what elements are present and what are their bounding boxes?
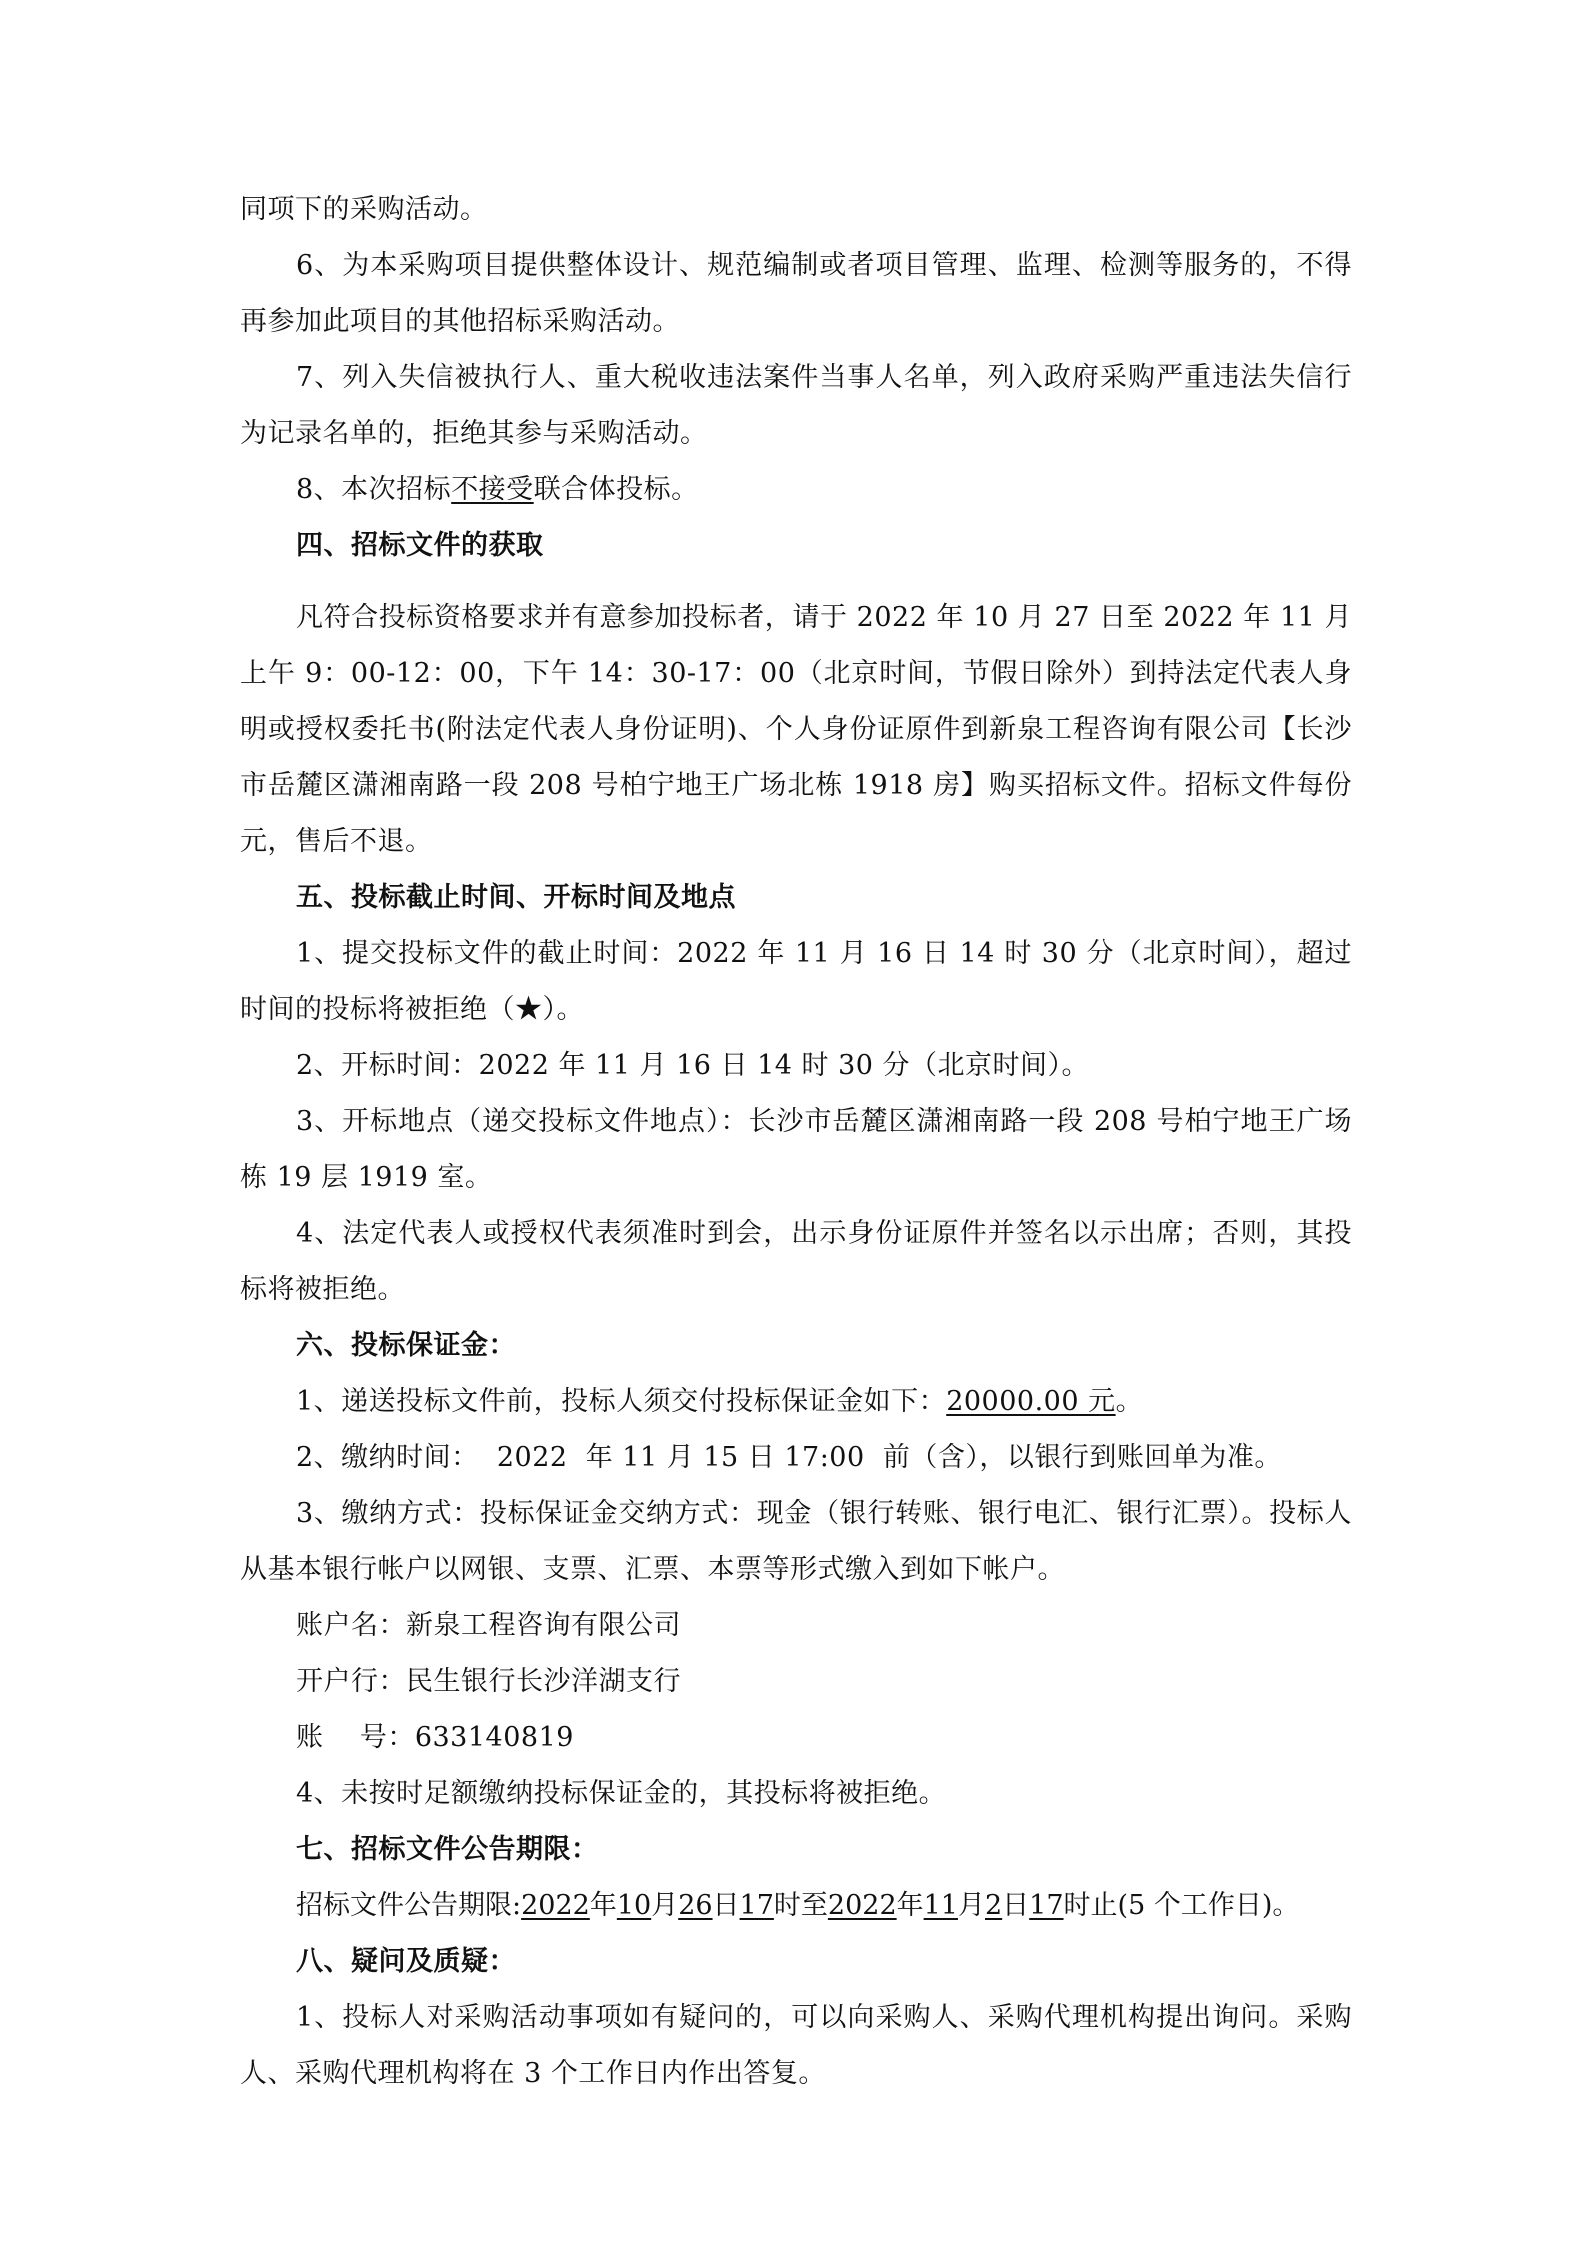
paragraph-line: 2、开标时间：2022 年 11 月 16 日 14 时 30 分（北京时间）。	[296, 1050, 1090, 1081]
text-run: 日	[1002, 1890, 1030, 1921]
section-heading: 五、投标截止时间、开标时间及地点	[296, 882, 736, 913]
underlined-text: 不接受	[451, 474, 534, 505]
text-run: 月	[651, 1890, 679, 1921]
paragraph-line: 凡符合投标资格要求并有意参加投标者，请于 2022 年 10 月 27 日至 2022 年 11 月	[296, 602, 1352, 633]
account-number: 账 号：633140819	[296, 1722, 574, 1753]
paragraph-line: 人、采购代理机构将在 3 个工作日内作出答复。	[240, 2058, 826, 2089]
paragraph-line: 明或授权委托书(附法定代表人身份证明)、个人身份证原件到新泉工程咨询有限公司【长沙	[240, 714, 1352, 745]
paragraph-line: 4、法定代表人或授权代表须准时到会，出示身份证原件并签名以示出席；否则，其投	[296, 1218, 1352, 1249]
text-run: 。	[1115, 1386, 1144, 1417]
paragraph-line: 2、缴纳时间： 2022 年 11 月 15 日 17:00 前（含），以银行到账回单为准。	[296, 1442, 1282, 1473]
date-value: 10	[616, 1890, 652, 1921]
paragraph-line: 4、未按时足额缴纳投标保证金的，其投标将被拒绝。	[296, 1778, 947, 1809]
account-name: 账户名：新泉工程咨询有限公司	[296, 1610, 681, 1641]
text-run: 8、本次招标	[296, 474, 452, 505]
text-run: 联合体投标。	[533, 474, 699, 505]
paragraph-line: 1、投标人对采购活动事项如有疑问的，可以向采购人、采购代理机构提出询问。采购	[296, 2002, 1352, 2033]
date-value: 2	[984, 1890, 1003, 1921]
paragraph-line: 市岳麓区潇湘南路一段 208 号柏宁地王广场北栋 1918 房】购买招标文件。招标文件每份	[240, 770, 1352, 801]
deposit-amount: 20000.00 元	[946, 1386, 1116, 1417]
date-value: 26	[678, 1890, 713, 1921]
text-run: 1、递送投标文件前，投标人须交付投标保证金如下：	[296, 1386, 947, 1417]
date-value: 17	[1029, 1890, 1064, 1921]
date-value: 2022	[521, 1890, 590, 1921]
paragraph-line: 再参加此项目的其他招标采购活动。	[240, 306, 680, 337]
paragraph-line: 上午 9：00-12：00，下午 14：30-17：00（北京时间，节假日除外）到持法定代表人身	[240, 658, 1352, 689]
text-run: 时止(5 个工作日)。	[1063, 1890, 1300, 1921]
date-value: 11	[923, 1890, 958, 1921]
section-heading: 七、招标文件公告期限：	[296, 1834, 599, 1865]
paragraph-line	[296, 1888, 1299, 1924]
paragraph-line: 3、开标地点（递交投标文件地点）：长沙市岳麓区潇湘南路一段 208 号柏宁地王广场	[296, 1106, 1352, 1137]
section-heading: 八、疑问及质疑：	[296, 1946, 516, 1977]
paragraph-line: 栋 19 层 1919 室。	[240, 1162, 493, 1193]
paragraph-line: 6、为本采购项目提供整体设计、规范编制或者项目管理、监理、检测等服务的，不得	[296, 250, 1352, 281]
paragraph-line	[296, 472, 699, 508]
paragraph-line: 从基本银行帐户以网银、支票、汇票、本票等形式缴入到如下帐户。	[240, 1554, 1065, 1585]
date-value: 2022	[827, 1890, 897, 1921]
date-value: 17	[739, 1890, 774, 1921]
section-heading: 四、招标文件的获取	[296, 530, 544, 561]
paragraph-line: 元，售后不退。	[240, 826, 433, 857]
paragraph-line	[296, 1384, 1143, 1420]
text-run: 年	[589, 1890, 617, 1921]
paragraph-line: 标将被拒绝。	[240, 1274, 405, 1305]
account-bank: 开户行：民生银行长沙洋湖支行	[296, 1666, 681, 1697]
paragraph-line: 时间的投标将被拒绝（★）。	[240, 994, 584, 1025]
text-run: 月	[957, 1890, 985, 1921]
text-run: 招标文件公告期限:	[296, 1890, 522, 1921]
text-run: 时至	[773, 1890, 828, 1921]
section-heading: 六、投标保证金：	[296, 1330, 516, 1361]
text-run: 年	[896, 1890, 924, 1921]
paragraph-line: 1、提交投标文件的截止时间：2022 年 11 月 16 日 14 时 30 分（北京时间），超过	[296, 938, 1352, 969]
paragraph-line: 为记录名单的，拒绝其参与采购活动。	[240, 418, 708, 449]
text-run: 日	[712, 1890, 740, 1921]
paragraph-line: 3、缴纳方式：投标保证金交纳方式：现金（银行转账、银行电汇、银行汇票）。投标人	[296, 1498, 1352, 1529]
paragraph-line: 同项下的采购活动。	[240, 194, 488, 225]
paragraph-line: 7、列入失信被执行人、重大税收违法案件当事人名单，列入政府采购严重违法失信行	[296, 362, 1352, 393]
